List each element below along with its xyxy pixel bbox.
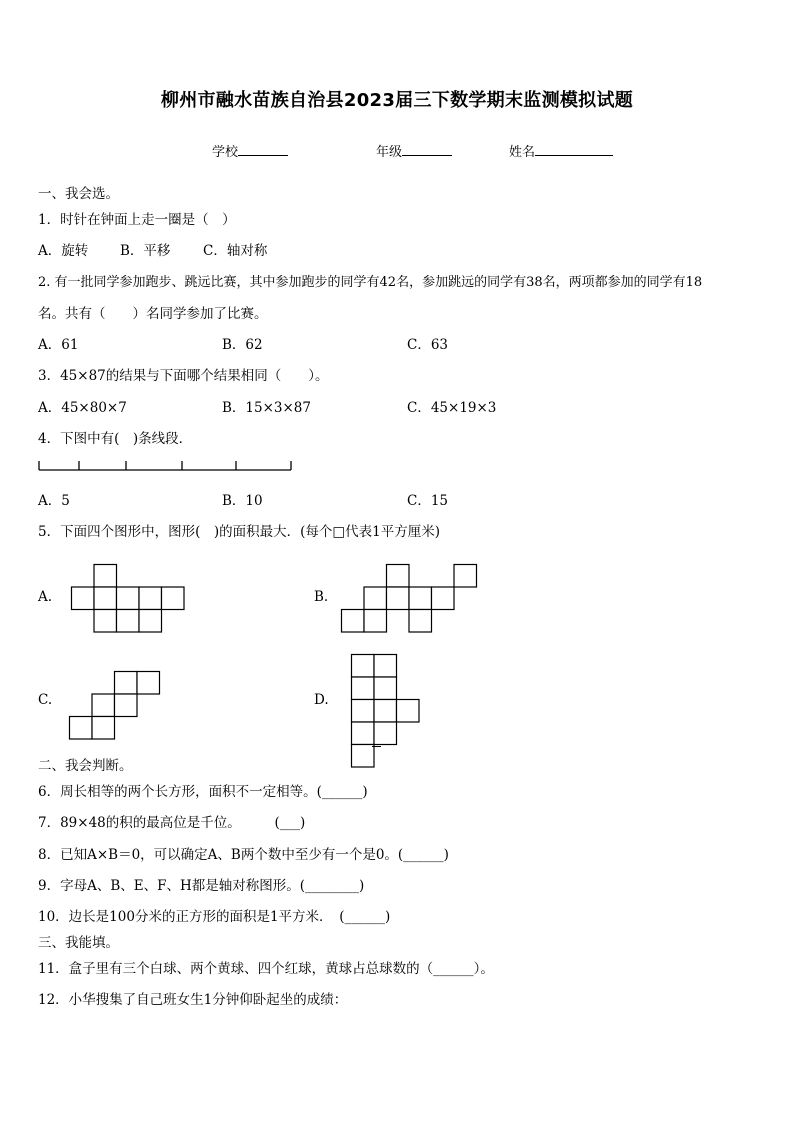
grade-label: 年级 bbox=[376, 145, 403, 160]
judgment-9: 9．字母A、B、E、F、H都是轴对称图形。(________) bbox=[38, 878, 365, 894]
judgment-8: 8．已知A×B＝0，可以确定A、B两个数中至少有一个是0。(______) bbox=[38, 847, 449, 863]
unit-square bbox=[115, 694, 138, 717]
unit-square bbox=[72, 587, 95, 610]
school-label: 学校 bbox=[212, 145, 239, 160]
unit-square bbox=[387, 565, 410, 588]
unit-square bbox=[94, 610, 117, 633]
shape-b-figure bbox=[341, 564, 481, 634]
school-blank[interactable] bbox=[238, 143, 288, 156]
shape-c-figure bbox=[69, 671, 169, 741]
unit-square bbox=[352, 700, 375, 723]
section-3-heading: 三、我能填。 bbox=[38, 935, 119, 951]
page-title: 柳州市融水苗族自治县2023届三下数学期末监测模拟试题 bbox=[160, 90, 634, 111]
q1-option-c[interactable]: C．轴对称 bbox=[203, 243, 268, 259]
section-2-heading: 二、我会判断。 bbox=[38, 758, 133, 774]
unit-square bbox=[387, 587, 410, 610]
fill-11: 11．盒子里有三个白球、两个黄球、四个红球，黄球占总球数的（______）。 bbox=[38, 961, 494, 977]
shape-d-figure bbox=[351, 654, 431, 754]
q1-option-a[interactable]: A．旋转 bbox=[38, 243, 89, 259]
q3-option-c[interactable]: C．45×19×3 bbox=[407, 400, 497, 416]
judgment-10: 10．边长是100分米的正方形的面积是1平方米． (______) bbox=[38, 909, 391, 925]
q3-option-a[interactable]: A．45×80×7 bbox=[38, 400, 127, 416]
judgment-7: 7．89×48的积的最高位是千位。 (___) bbox=[38, 815, 306, 831]
q2-option-a[interactable]: A．61 bbox=[38, 337, 79, 353]
question-1: 1．时针在钟面上走一圈是（ ） bbox=[38, 212, 236, 228]
unit-square bbox=[117, 587, 140, 610]
q4-option-b[interactable]: B．10 bbox=[222, 493, 263, 509]
q1-option-b[interactable]: B．平移 bbox=[120, 243, 171, 259]
unit-square bbox=[432, 587, 455, 610]
unit-square bbox=[409, 610, 432, 633]
unit-square bbox=[162, 587, 185, 610]
unit-square bbox=[364, 587, 387, 610]
q2-option-c[interactable]: C．63 bbox=[407, 337, 449, 353]
unit-square bbox=[139, 610, 162, 633]
unit-square bbox=[374, 655, 397, 678]
question-3: 3．45×87的结果与下面哪个结果相同（ ）。 bbox=[38, 368, 329, 384]
unit-square bbox=[352, 745, 375, 768]
grade-field[interactable] bbox=[376, 141, 452, 160]
shape-b-label[interactable]: B. bbox=[314, 589, 329, 605]
unit-square bbox=[342, 610, 365, 633]
unit-square bbox=[374, 722, 397, 745]
unit-square bbox=[137, 672, 160, 695]
section-1-heading: 一、我会选。 bbox=[38, 186, 119, 202]
unit-square bbox=[139, 587, 162, 610]
name-field[interactable] bbox=[509, 141, 613, 160]
line-segment-figure bbox=[36, 456, 296, 476]
unit-square bbox=[374, 700, 397, 723]
unit-square bbox=[352, 677, 375, 700]
q2-option-b[interactable]: B．62 bbox=[222, 337, 263, 353]
name-blank[interactable] bbox=[535, 143, 613, 156]
judgment-6: 6．周长相等的两个长方形，面积不一定相等。(______) bbox=[38, 784, 368, 800]
q4-option-a[interactable]: A．5 bbox=[38, 493, 70, 509]
unit-square bbox=[397, 700, 420, 723]
shape-c-label[interactable]: C. bbox=[38, 692, 53, 708]
q3-option-b[interactable]: B．15×3×87 bbox=[222, 400, 311, 416]
grade-blank[interactable] bbox=[402, 143, 452, 156]
unit-square bbox=[374, 677, 397, 700]
unit-square bbox=[409, 587, 432, 610]
shape-a-figure bbox=[71, 564, 191, 634]
unit-square bbox=[352, 722, 375, 745]
unit-square bbox=[70, 717, 93, 740]
unit-square bbox=[115, 672, 138, 695]
question-4: 4．下图中有( )条线段． bbox=[38, 431, 193, 447]
unit-square bbox=[454, 565, 477, 588]
unit-square bbox=[92, 717, 115, 740]
unit-square bbox=[117, 610, 140, 633]
unit-square bbox=[92, 694, 115, 717]
question-2-line-1: 2. 有一批同学参加跑步、跳远比赛，其中参加跑步的同学有42名，参加跳远的同学有38名，两项都参加的同学有18 bbox=[38, 275, 703, 290]
question-2-line-2: 名。共有（ ）名同学参加了比赛。 bbox=[38, 306, 268, 322]
name-label: 姓名 bbox=[509, 145, 536, 160]
unit-square bbox=[352, 655, 375, 678]
unit-square bbox=[364, 610, 387, 633]
figure-d-mark bbox=[372, 746, 381, 747]
unit-square bbox=[94, 565, 117, 588]
school-field[interactable] bbox=[212, 141, 288, 160]
shape-a-label[interactable]: A. bbox=[38, 589, 53, 605]
fill-12: 12．小华搜集了自己班女生1分钟仰卧起坐的成绩： bbox=[38, 992, 348, 1008]
q4-option-c[interactable]: C．15 bbox=[407, 493, 449, 509]
question-5: 5．下面四个图形中，图形( )的面积最大．(每个□代表1平方厘米) bbox=[38, 524, 440, 540]
unit-square bbox=[94, 587, 117, 610]
shape-d-label[interactable]: D. bbox=[314, 692, 329, 708]
